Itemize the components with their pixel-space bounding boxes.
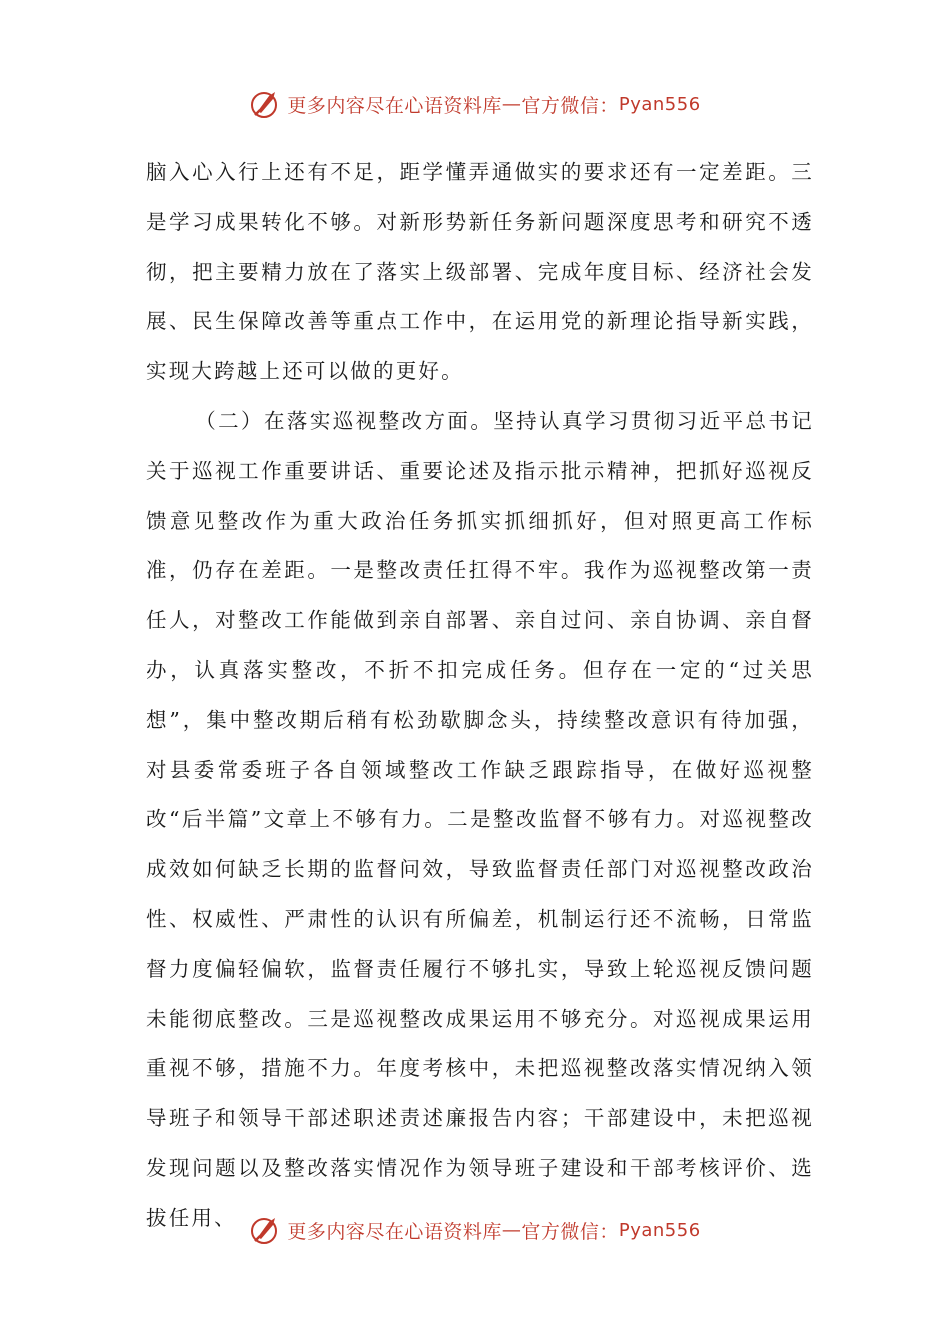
watermark-text: 更多内容尽在心语资料库 — [287, 94, 502, 117]
wechat-label: 官方微信： — [521, 1220, 619, 1243]
paragraph-1: 脑入心入行上还有不足，距学懂弄通做实的要求还有一定差距。三是学习成果转化不够。对新形势新任务新问题深度思考和研究不透彻，把主要精力放在了落实上级部署、完成年度目标、经济社会发展、民生保障改善等重点工作中，在运用党的新理论指导新实践，实现大跨越上还可以做的更好。 — [146, 160, 814, 384]
pen-nib-logo-icon — [249, 87, 283, 121]
footer-watermark — [0, 1210, 950, 1250]
wechat-label: 官方微信： — [521, 94, 619, 117]
pen-nib-logo-icon — [249, 1213, 283, 1247]
watermark-text: 更多内容尽在心语资料库 — [287, 1220, 502, 1243]
wechat-id: Pyan556 — [618, 1219, 701, 1241]
watermark-dash: — — [501, 93, 522, 115]
header-watermark — [0, 84, 950, 124]
watermark-dash: — — [501, 1219, 522, 1241]
paragraph-2: （二）在落实巡视整改方面。坚持认真学习贯彻习近平总书记关于巡视工作重要讲话、重要论述及指示批示精神，把抓好巡视反馈意见整改作为重大政治任务抓实抓细抓好，但对照更高工作标准，仍存在差距。一是整改责任扛得不牢。我作为巡视整改第一责任人，对整改工作能做到亲自部署、亲自过问、亲自协调、亲自督办，认真落实整改，不折不扣完成任务。但存在一定的“过关思想”，集中整改期后稍有松劲歇脚念头，持续整改意识有待加强，对县委常委班子各自领域整改工作缺乏跟踪指导，在做好巡视整改“后半篇”文章上不够有力。二是整改监督不够有力。对巡视整改成效如何缺乏长期的监督问效，导致监督责任部门对巡视整改政治性、权威性、严肃性的认识有所偏差，机制运行还不流畅，日常监督力度偏轻偏软，监督责任履行不够扎实，导致上轮巡视反馈问题未能彻底整改。三是巡视整改成果运用不够充分。对巡视成果运用重视不够，措施不力。年度考核中，未把巡视整改落实情况纳入领导班子和领导干部述职述责述廉报告内容；干部建设中，未把巡视发现问题以及整改落实情况作为领导班子建设和干部考核评价、选拔任用、 — [146, 408, 814, 1230]
wechat-id: Pyan556 — [618, 93, 701, 115]
document-body — [146, 148, 814, 1244]
